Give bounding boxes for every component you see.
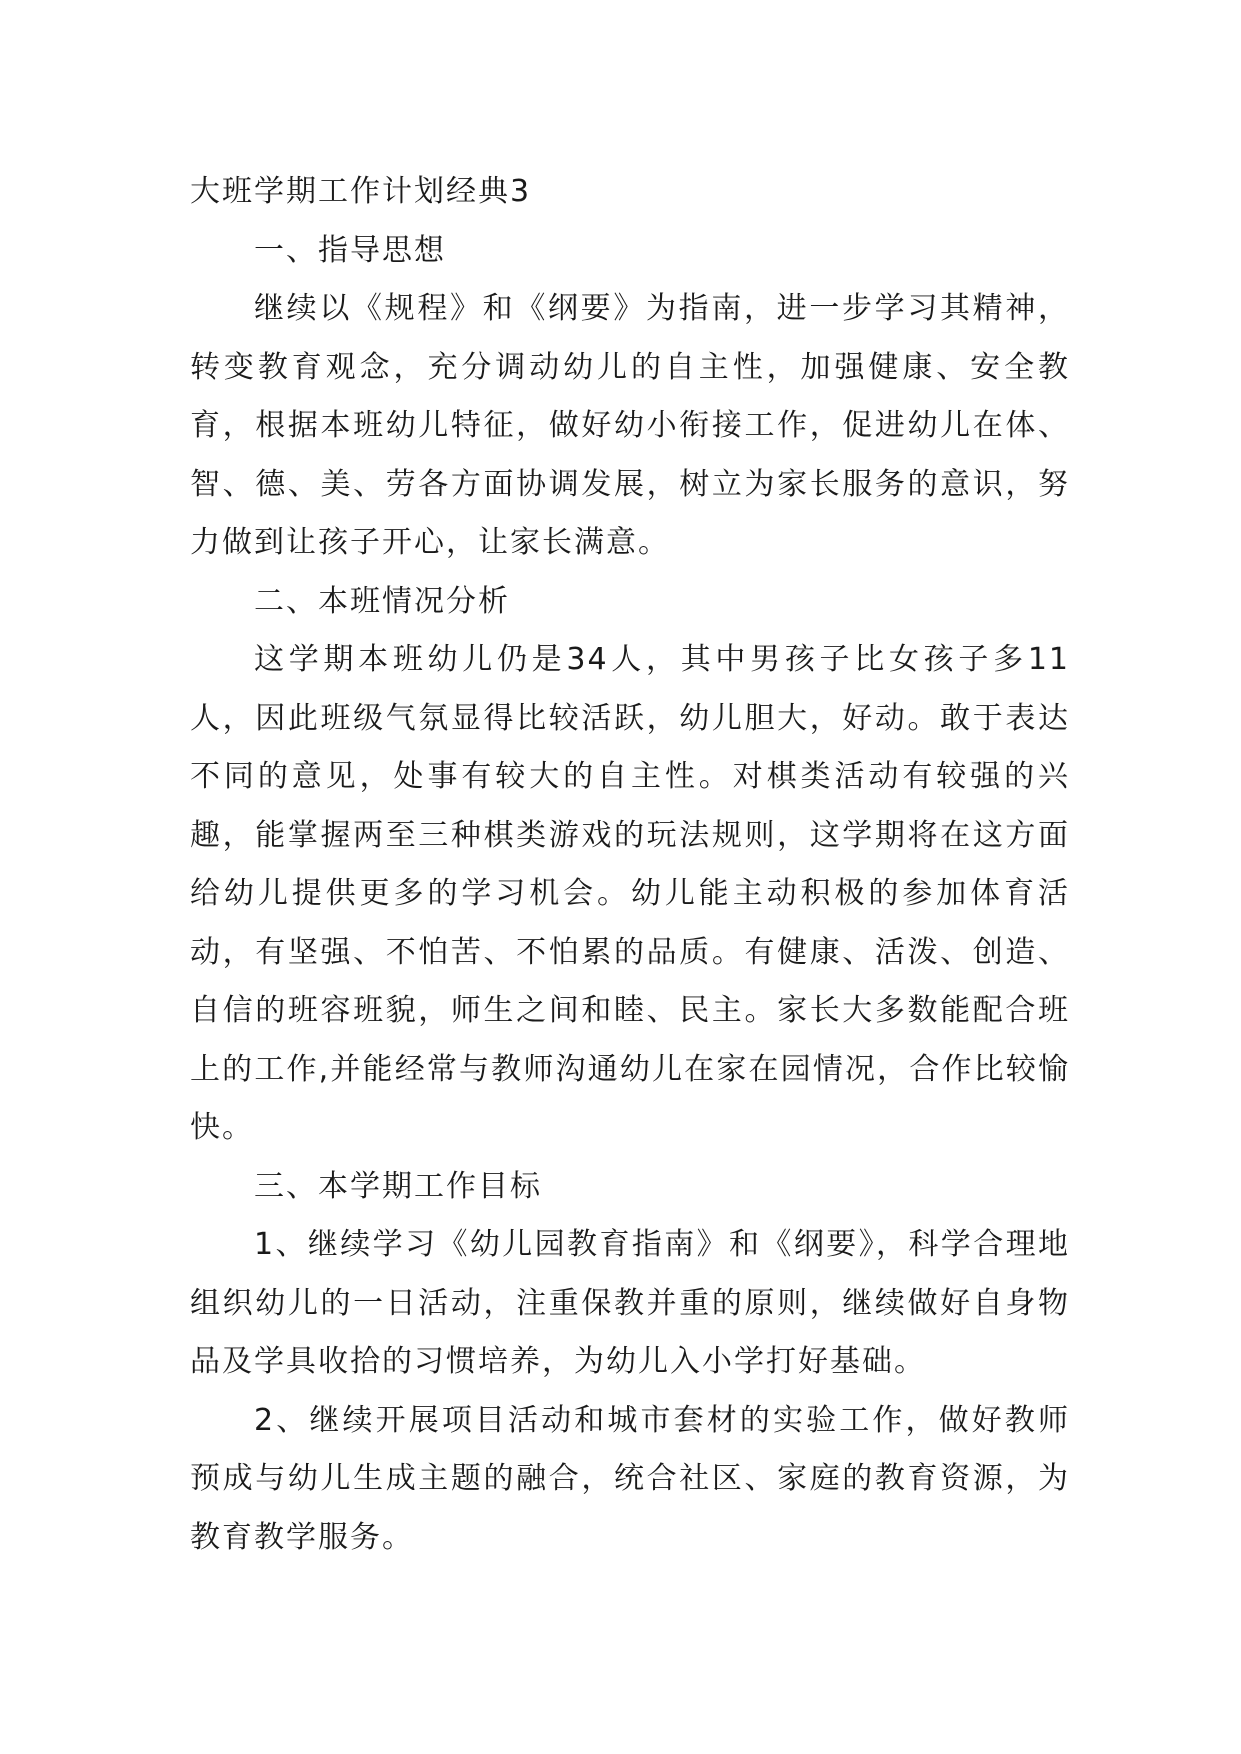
section-heading-semester-goals: 三、本学期工作目标 [254, 1168, 542, 1204]
section-heading-class-analysis: 二、本班情况分析 [254, 583, 510, 619]
document-title: 大班学期工作计划经典3 [190, 174, 532, 209]
paragraph-guiding-ideology: 继续以《规程》和《纲要》为指南，进一步学习其精神，转变教育观念，充分调动幼儿的自主性，加强健康、安全教育，根据本班幼儿特征，做好幼小衔接工作，促进幼儿在体、智、德、美、劳各方面协调发展，树立为家长服务的意识，努力做到让孩子开心，让家长满意。 [190, 291, 1070, 560]
paragraph-class-analysis: 这学期本班幼儿仍是34人，其中男孩子比女孩子多11人，因此班级气氛显得比较活跃，幼儿胆大，好动。敢于表达不同的意见，处事有较大的自主性。对棋类活动有较强的兴趣，能掌握两至三种棋类游戏的玩法规则，这学期将在这方面给幼儿提供更多的学习机会。幼儿能主动积极的参加体育活动，有坚强、不怕苦、不怕累的品质。有健康、活泼、创造、自信的班容班貌，师生之间和睦、民主。家长大多数能配合班上的工作,并能经常与教师沟通幼儿在家在园情况，合作比较愉快。 [190, 642, 1070, 1145]
paragraph-goal-2: 2、继续开展项目活动和城市套材的实验工作，做好教师预成与幼儿生成主题的融合，统合社区、家庭的教育资源，为教育教学服务。 [190, 1402, 1070, 1555]
section-heading-guiding-ideology: 一、指导思想 [254, 232, 446, 268]
document-body [190, 163, 1070, 1567]
paragraph-goal-1: 1、继续学习《幼儿园教育指南》和《纲要》，科学合理地组织幼儿的一日活动，注重保教并重的原则，继续做好自身物品及学具收拾的习惯培养，为幼儿入小学打好基础。 [190, 1227, 1070, 1379]
